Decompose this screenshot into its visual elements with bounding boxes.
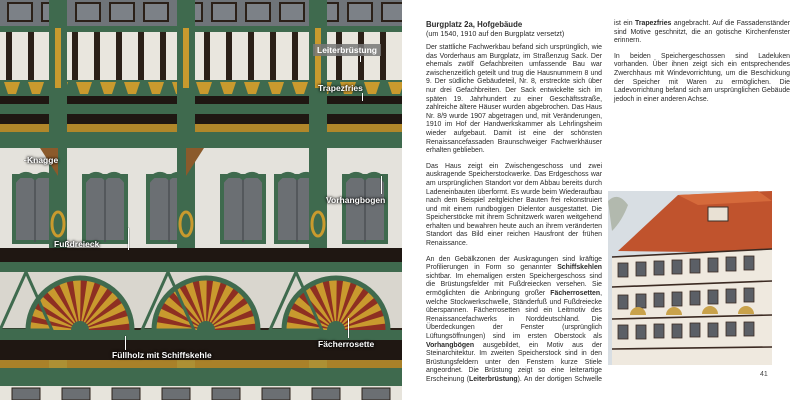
term-leiterbruestung: Leiterbrüstung (469, 375, 518, 383)
leader-vorhangbogen (381, 176, 382, 194)
courtyard-drawing (608, 191, 772, 365)
article-subtitle: (um 1540, 1910 auf den Burgplatz versetzt) (426, 29, 565, 38)
label-fuellholz-sub: mit Schiffskehle (146, 350, 212, 360)
label-fuellholz-main: Füllholz (112, 350, 145, 360)
p3-text-e: ausgebildet, ein Motiv aus der Steinarchitektur. Im zweiten Speicherstock sind in den Brüstungsfeldern unter den Fenstern kurze Stiele angeordnet. Die Brüstung zeigt so eine leiterartige Erscheinung ( (426, 341, 602, 383)
article-paragraph-2: Das Haus zeigt ein Zwischengeschoss und zwei auskragende Speicherstockwerke. Das Erdgeschoss war am ursprünglichen Standort vor dem Abbau bereits durch Ladeneinbauten überformt. Es wurde beim Wiederaufbau nach dem Beispiel zeitgleicher Bauten frei rekonstruiert und mit einem rundbogigen Dielentor ausgestattet. Die Speicherstöcke mit ihrem Schnitzwerk waren weitgehend erhalten und bewahren heute auch an ihrem veränderten Standort das Bild einer reichen Hausfront der frühen Renaissance. (426, 162, 602, 248)
leader-fuellholz (125, 336, 126, 350)
label-trapezfries: Trapezfries (318, 83, 363, 93)
p3-text-g: angebracht. Auf die Fassadenständer sind Motive geschnitzt, die an gotische Kirchenfenster erinnern. (614, 20, 790, 45)
label-fuellholz (112, 350, 212, 360)
label-fussdreieck: Fußdreieck (54, 239, 100, 249)
p3-text-a: An den Gebälkzonen der Auskragungen sind kräftige Profilierungen in Form so genannter (426, 255, 602, 272)
label-faecherrosette: Fächerrosette (318, 339, 375, 349)
article-title: Burgplatz 2a, Hofgebäude (426, 20, 523, 29)
leader-leiterbruestung (360, 56, 361, 62)
term-vorhangboegen: Vorhangbögen (426, 341, 475, 349)
label-vorhangbogen: Vorhangbogen (326, 195, 386, 205)
p3-text-c: sichtbar. Im ehemaligen ersten Speichergeschoss sind die Brüstungsfelder mit Fußdreiecken versehen. Sie ermöglichten die Anbringung großer (426, 272, 602, 298)
term-faecherrosetten: Fächerrosetten (550, 290, 601, 298)
courtyard-photo (608, 191, 772, 365)
article-paragraph-1: Der stattliche Fachwerkbau befand sich ursprünglich, wie das Vorderhaus am Burgplatz, im Straßenzug Sack. Der ehemals zwölf Gefachbreiten umfassende Bau war zwischenzeitlich geteilt und trug die Hausnummern 8 und 9. Der südliche Gebäudeteil, Nr. 8, erstreckte sich über nur drei Gefachbreiten. Der Sack entwickelte sich im späten 19. Jahrhundert zu einer Geschäftsstraße, zahlreiche ältere Häuser wurden abgebrochen. Das Haus Nr. 8/9 wurde 1907 abgetragen und, mit Veränderungen, 1910 im Hof der Handwerkskammer als Lehrlingsheim wieder aufgebaut. Damit ist eine der schönsten Renaissancefassaden Braunschweiger Fachwerkhäuser erhalten geblieben. (426, 44, 602, 155)
page-number: 41 (760, 371, 768, 378)
leader-faecherrosette (348, 318, 349, 338)
leader-fussdreieck (128, 228, 129, 250)
term-schiffskehlen: Schiffskehlen (557, 264, 602, 272)
p3-text-d: , welche Stockwerkschwelle, Ständerfuß und Fußdreiecke überspannen. Fächerrosetten sind ein Leitmotiv des Renaissancefachwerks in Norddeutschland. Die Überdeckungen der Fenster (ursprünglich Lüftungsöffnungen) sind im ersten Oberstock als (426, 290, 602, 340)
article-paragraph-4: In beiden Speichergeschossen sind Ladeluken vorhanden. Über ihnen zeigt sich ein entsprechendes Zwerchhaus mit Windevorrichtung, um die Beschickung der Speicher mit Waren zu ermöglichen. Die Ladevorrichtung befand sich am ursprünglichen Gebäude jedoch in einer anderen Achse. (614, 52, 790, 103)
label-leiterbruestung: Leiterbrüstung (313, 44, 381, 56)
leader-trapezfries (362, 93, 363, 101)
term-trapezfries: Trapezfries (635, 20, 672, 27)
p3-text-f: ). An der dortigen Schwelle ist ein (517, 20, 635, 383)
label-knagge: Knagge (27, 155, 59, 165)
